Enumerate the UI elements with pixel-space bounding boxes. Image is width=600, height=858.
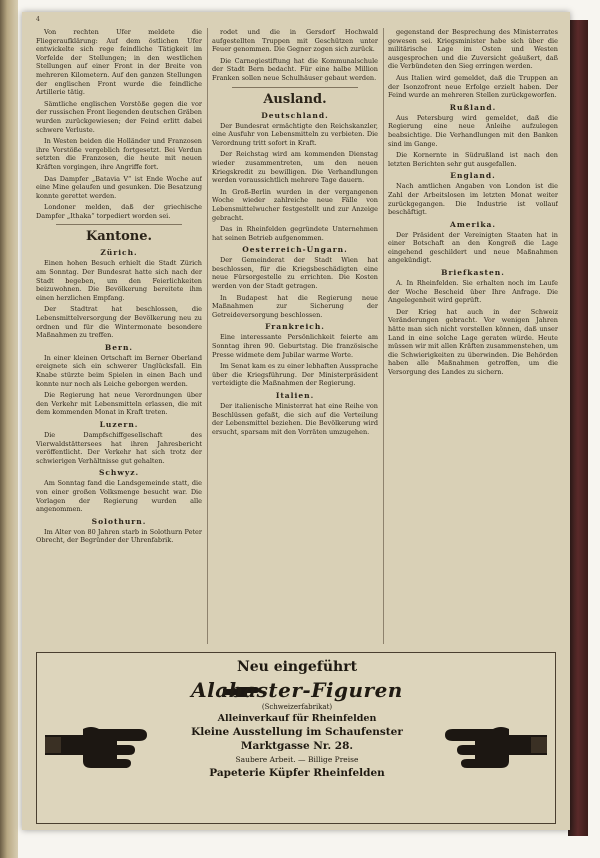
- book-edge: [0, 0, 18, 858]
- ad-note: Saubere Arbeit. — Billige Preise: [235, 755, 359, 764]
- column-1: [36, 28, 202, 644]
- divider: [56, 224, 182, 225]
- paragraph: Die Carnegiestiftung hat die Kommunalschule der Stadt Bern bedacht. Für eine halbe Million Franken sollen neue Schulhäuser gebaut werden.: [212, 56, 378, 82]
- paragraph: Der italienische Ministerrat hat eine Reihe von Beschlüssen gefaßt, die sich auf die Verteilung der Lebensmittel beziehen. Die Bevölkerung wird ersucht, sparsam mit den Vorräten umzugehen.: [212, 402, 378, 436]
- ad-line-3: Marktgasse Nr. 28.: [240, 740, 354, 752]
- column-rule: [207, 28, 208, 644]
- ad-line-2: Kleine Ausstellung im Schaufenster: [191, 726, 403, 738]
- paragraph: Der Reichstag wird am kommenden Dienstag wieder zusammentreten, um den neuen Kriegskredit zu bewilligen. Die Verhandlungen werden voraussichtlich mehrere Tage dauern.: [212, 150, 378, 185]
- paragraph: Der Präsident der Vereinigten Staaten hat in einer Botschaft an den Kongreß die Lage eingehend geschildert und neue Maßnahmen angekündigt.: [388, 230, 558, 265]
- paragraph: gegenstand der Besprechung des Ministerrates gewesen sei. Kriegsminister habe sich über die militärische Lage im Osten und Westen ausgesprochen und die Zuversicht geäußert, daß die Verbündeten den Sieg erringen werden.: [388, 28, 558, 71]
- paragraph: Der Krieg hat auch in der Schweiz Veränderungen gebracht. Vor wenigen Jahren hätte man sich nicht vorstellen können, daß unser Land in eine solche Lage geraten würde. Heute müssen wir mit allen Kräften zusammenstehen, um die Schwierigkeiten zu überwinden. Die Behörden haben alle Maßnahmen getroffen, um die Versorgung des Landes zu sichern.: [388, 307, 558, 376]
- ad-store: Papeterie Küpfer Rheinfelden: [209, 767, 385, 779]
- paragraph: Im Alter von 80 Jahren starb in Solothurn Peter Obrecht, der Begründer der Uhrenfabrik.: [36, 527, 202, 545]
- paragraph: Nach amtlichen Angaben von London ist die Zahl der Arbeitslosen im letzten Monat weiter zurückgegangen. Die Industrie ist vollauf beschäftigt.: [388, 182, 558, 217]
- subheading-russland: Rußland.: [449, 102, 497, 112]
- ad-product-sub: (Schweizerfabrikat): [261, 703, 333, 711]
- paragraph: Die Kornernte in Südrußland ist nach den letzten Berichten sehr gut ausgefallen.: [388, 151, 558, 168]
- subheading-england: England.: [450, 171, 496, 181]
- paragraph: Londoner melden, daß der griechische Dampfer „Ithaka“ torpediert worden sei.: [36, 203, 202, 220]
- ad-text: [157, 657, 437, 780]
- subheading-deutschland: Deutschland.: [261, 110, 329, 120]
- pointing-hand-left-icon: [43, 715, 163, 773]
- paragraph: Aus Petersburg wird gemeldet, daß die Regierung eine neue Anleihe aufzulegen beabsichtige. Die Verhandlungen mit den Banken sind im Gange.: [388, 113, 558, 148]
- paragraph: Im Senat kam es zu einer lebhaften Aussprache über die Kriegsführung. Der Ministerpräsident verteidigte die Maßnahmen der Regierung.: [212, 362, 378, 388]
- paragraph: Von rechten Ufer meldete die Fliegeraufklärung: Auf dem östlichen Ufer entwickelte sich rege feindliche Tätigkeit im Vorfelde der Stellungen; in den westlichen Stellungen auf einer Front in der Breite von mehreren Kilometern. Auf den ganzen Stellungen der englischen Front wurde die feindliche Artillerie tätig.: [36, 28, 202, 97]
- subheading-solothurn: Solothurn.: [91, 516, 147, 526]
- paragraph: Die Regierung hat neue Verordnungen über den Verkehr mit Lebensmitteln erlassen, die mit dem kommenden Monat in Kraft treten.: [36, 391, 202, 417]
- column-2: [212, 28, 378, 644]
- subheading-schwyz: Schwyz.: [98, 468, 140, 478]
- paragraph: Der Gemeinderat der Stadt Wien hat beschlossen, für die Kriegsbeschädigten eine neue Fürsorgestelle zu errichten. Die Kosten werden von der Stadt getragen.: [212, 256, 378, 291]
- subheading-amerika: Amerika.: [450, 219, 496, 229]
- paragraph: Am Sonntag fand die Landsgemeinde statt, die von einer großen Volksmenge besucht war. Die Vorlagen der Regierung wurden alle angenommen.: [36, 479, 202, 514]
- newspaper-page: [22, 12, 570, 830]
- paragraph: Der Bundesrat ermächtigte den Reichskanzler, eine Ausfuhr von Lebensmitteln zu verbieten. Die Verordnung tritt sofort in Kraft.: [212, 121, 378, 147]
- paragraph: In Groß-Berlin wurden in der vergangenen Woche wieder zahlreiche neue Fälle von Lebensmittelwucher festgestellt und zur Anzeige gebracht.: [212, 187, 378, 222]
- subheading-frankreich: Frankreich.: [265, 322, 325, 332]
- column-rule: [383, 28, 384, 644]
- paragraph: Aus Italien wird gemeldet, daß die Truppen an der Isonzofront neue Erfolge erzielt haben. Der Feind wurde an mehreren Stellen zurückgeworfen.: [388, 73, 558, 100]
- paragraph: Das Dampfer „Batavia V“ ist Ende Woche auf eine Mine gelaufen und gesunken. Die Besatzung konnte gerettet werden.: [36, 174, 202, 200]
- subheading-zurich: Zürich.: [100, 248, 138, 258]
- paragraph: Die Dampfschiffgesellschaft des Vierwaldstättersees hat ihren Jahresbericht veröffentlicht. Der Verkehr hat sich trotz der schwierigen Verhältnisse gut gehalten.: [36, 430, 202, 465]
- ad-headline: Neu eingeführt: [236, 659, 358, 675]
- paragraph: Einen hohen Besuch erhielt die Stadt Zürich am Sonntag. Der Bundesrat hatte sich nach der Stadt begeben, um den Feierlichkeiten beizuwohnen. Die Bevölkerung bereitete ihm einen herzlichen Empfang.: [36, 259, 202, 302]
- ad-product: Alabaster-Figuren: [191, 678, 403, 702]
- paragraph: In einer kleinen Ortschaft im Berner Oberland ereignete sich ein schwerer Unglücksfall. Ein Knabe stürzte beim Spielen in einen Bach und konnte nur noch als Leiche geborgen werden.: [36, 353, 202, 388]
- section-heading-ausland: Ausland.: [263, 91, 327, 107]
- paragraph: Eine interessante Persönlichkeit feierte am Sonntag ihren 90. Geburtstag. Die französische Presse widmete dem Jubilar warme Worte.: [212, 333, 378, 359]
- paragraph: A. In Rheinfelden. Sie erhalten noch im Laufe der Woche Bescheid über Ihre Anfrage. Die Angelegenheit wird geprüft.: [388, 279, 558, 305]
- advertisement: [36, 652, 556, 824]
- page-number: 4: [36, 16, 40, 23]
- column-3: [388, 28, 558, 644]
- section-heading-cantons: Kantone.: [85, 229, 153, 245]
- subheading-bern: Bern.: [104, 342, 134, 352]
- subheading-oesterreich: Oesterreich-Ungarn.: [242, 245, 348, 255]
- subheading-briefkasten: Briefkasten.: [441, 268, 505, 278]
- paragraph: In Budapest hat die Regierung neue Maßnahmen zur Sicherung der Getreideversorgung beschlossen.: [212, 293, 378, 319]
- paragraph: Das in Rheinfelden gegründete Unternehmen hat seinen Betrieb aufgenommen.: [212, 225, 378, 242]
- paragraph: rodet und die in Gersdorf Hochwald aufgestellten Truppen mit Geschützen unter Feuer genommen. Die Gegner zogen sich zurück.: [212, 28, 378, 54]
- paragraph: In Westen beiden die Holländer und Franzosen ihre Vorstöße vergeblich fortgesetzt. Bei Verdun setzten die Franzosen, die heute mit neuen Kräften vorgingen, ihre Angriffe fort.: [36, 137, 202, 171]
- book-spine: [568, 20, 588, 836]
- paragraph: Sämtliche englischen Vorstöße gegen die vor der russischen Front liegenden deutschen Gräben wurden zurückgewiesen; der Feind erlitt dabei schwere Verluste.: [36, 99, 202, 134]
- paragraph: Der Stadtrat hat beschlossen, die Lebensmittelversorgung der Bevölkerung neu zu ordnen und für die Wintermonate besondere Maßnahmen zu treffen.: [36, 305, 202, 340]
- subheading-luzern: Luzern.: [99, 419, 139, 429]
- subheading-italien: Italien.: [275, 391, 315, 400]
- pointing-hand-right-icon: [429, 715, 549, 773]
- divider: [232, 87, 358, 88]
- ad-line-1: Alleinverkauf für Rheinfelden: [217, 713, 377, 724]
- article-columns: [36, 28, 558, 644]
